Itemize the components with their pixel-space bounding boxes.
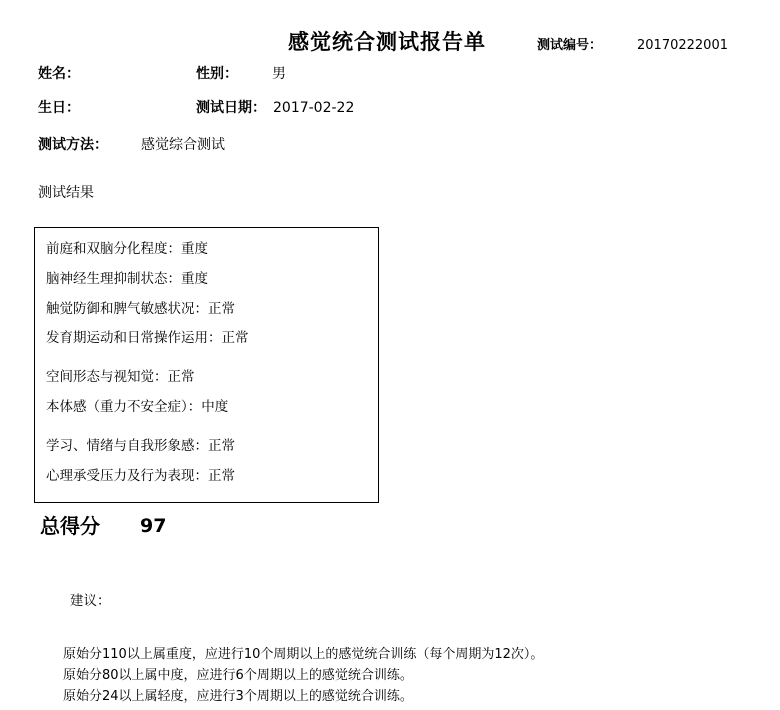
advice-line: 原始分110以上属重度，应进行10个周期以上的感觉统合训练（每个周期为12次）。 <box>63 647 544 662</box>
result-item: 发育期运动和日常操作运用：正常 <box>46 330 249 346</box>
total-score-label: 总得分 <box>40 514 100 538</box>
birthday-label: 生日： <box>38 100 80 116</box>
test-method-label: 测试方法： <box>38 137 108 153</box>
serial-number-value: 20170222001 <box>637 38 728 53</box>
total-score-value: 97 <box>140 515 167 537</box>
result-item: 本体感（重力不安全症）：中度 <box>46 399 229 415</box>
gender-value: 男 <box>272 66 286 82</box>
result-item: 脑神经生理抑制状态：重度 <box>46 271 208 287</box>
serial-number-label: 测试编号： <box>537 38 603 53</box>
advice-line: 原始分24以上属轻度，应进行3个周期以上的感觉统合训练。 <box>63 689 413 704</box>
result-item: 触觉防御和脾气敏感状况：正常 <box>46 301 235 317</box>
test-method-value: 感觉综合测试 <box>141 137 225 153</box>
result-item: 空间形态与视知觉：正常 <box>46 369 195 385</box>
page-title: 感觉统合测试报告单 <box>288 30 486 54</box>
advice-line: 原始分80以上属中度，应进行6个周期以上的感觉统合训练。 <box>63 668 413 683</box>
name-label: 姓名： <box>38 66 80 82</box>
result-item: 学习、情绪与自我形象感：正常 <box>46 438 235 454</box>
test-date-value: 2017-02-22 <box>273 100 355 116</box>
result-section-heading: 测试结果 <box>38 185 94 201</box>
result-item: 前庭和双脑分化程度：重度 <box>46 241 208 257</box>
gender-label: 性别： <box>196 66 238 82</box>
report-header <box>0 18 780 52</box>
test-date-label: 测试日期： <box>196 100 266 116</box>
advice-label: 建议： <box>70 593 111 609</box>
result-box <box>34 227 379 503</box>
result-item: 心理承受压力及行为表现：正常 <box>46 468 235 484</box>
